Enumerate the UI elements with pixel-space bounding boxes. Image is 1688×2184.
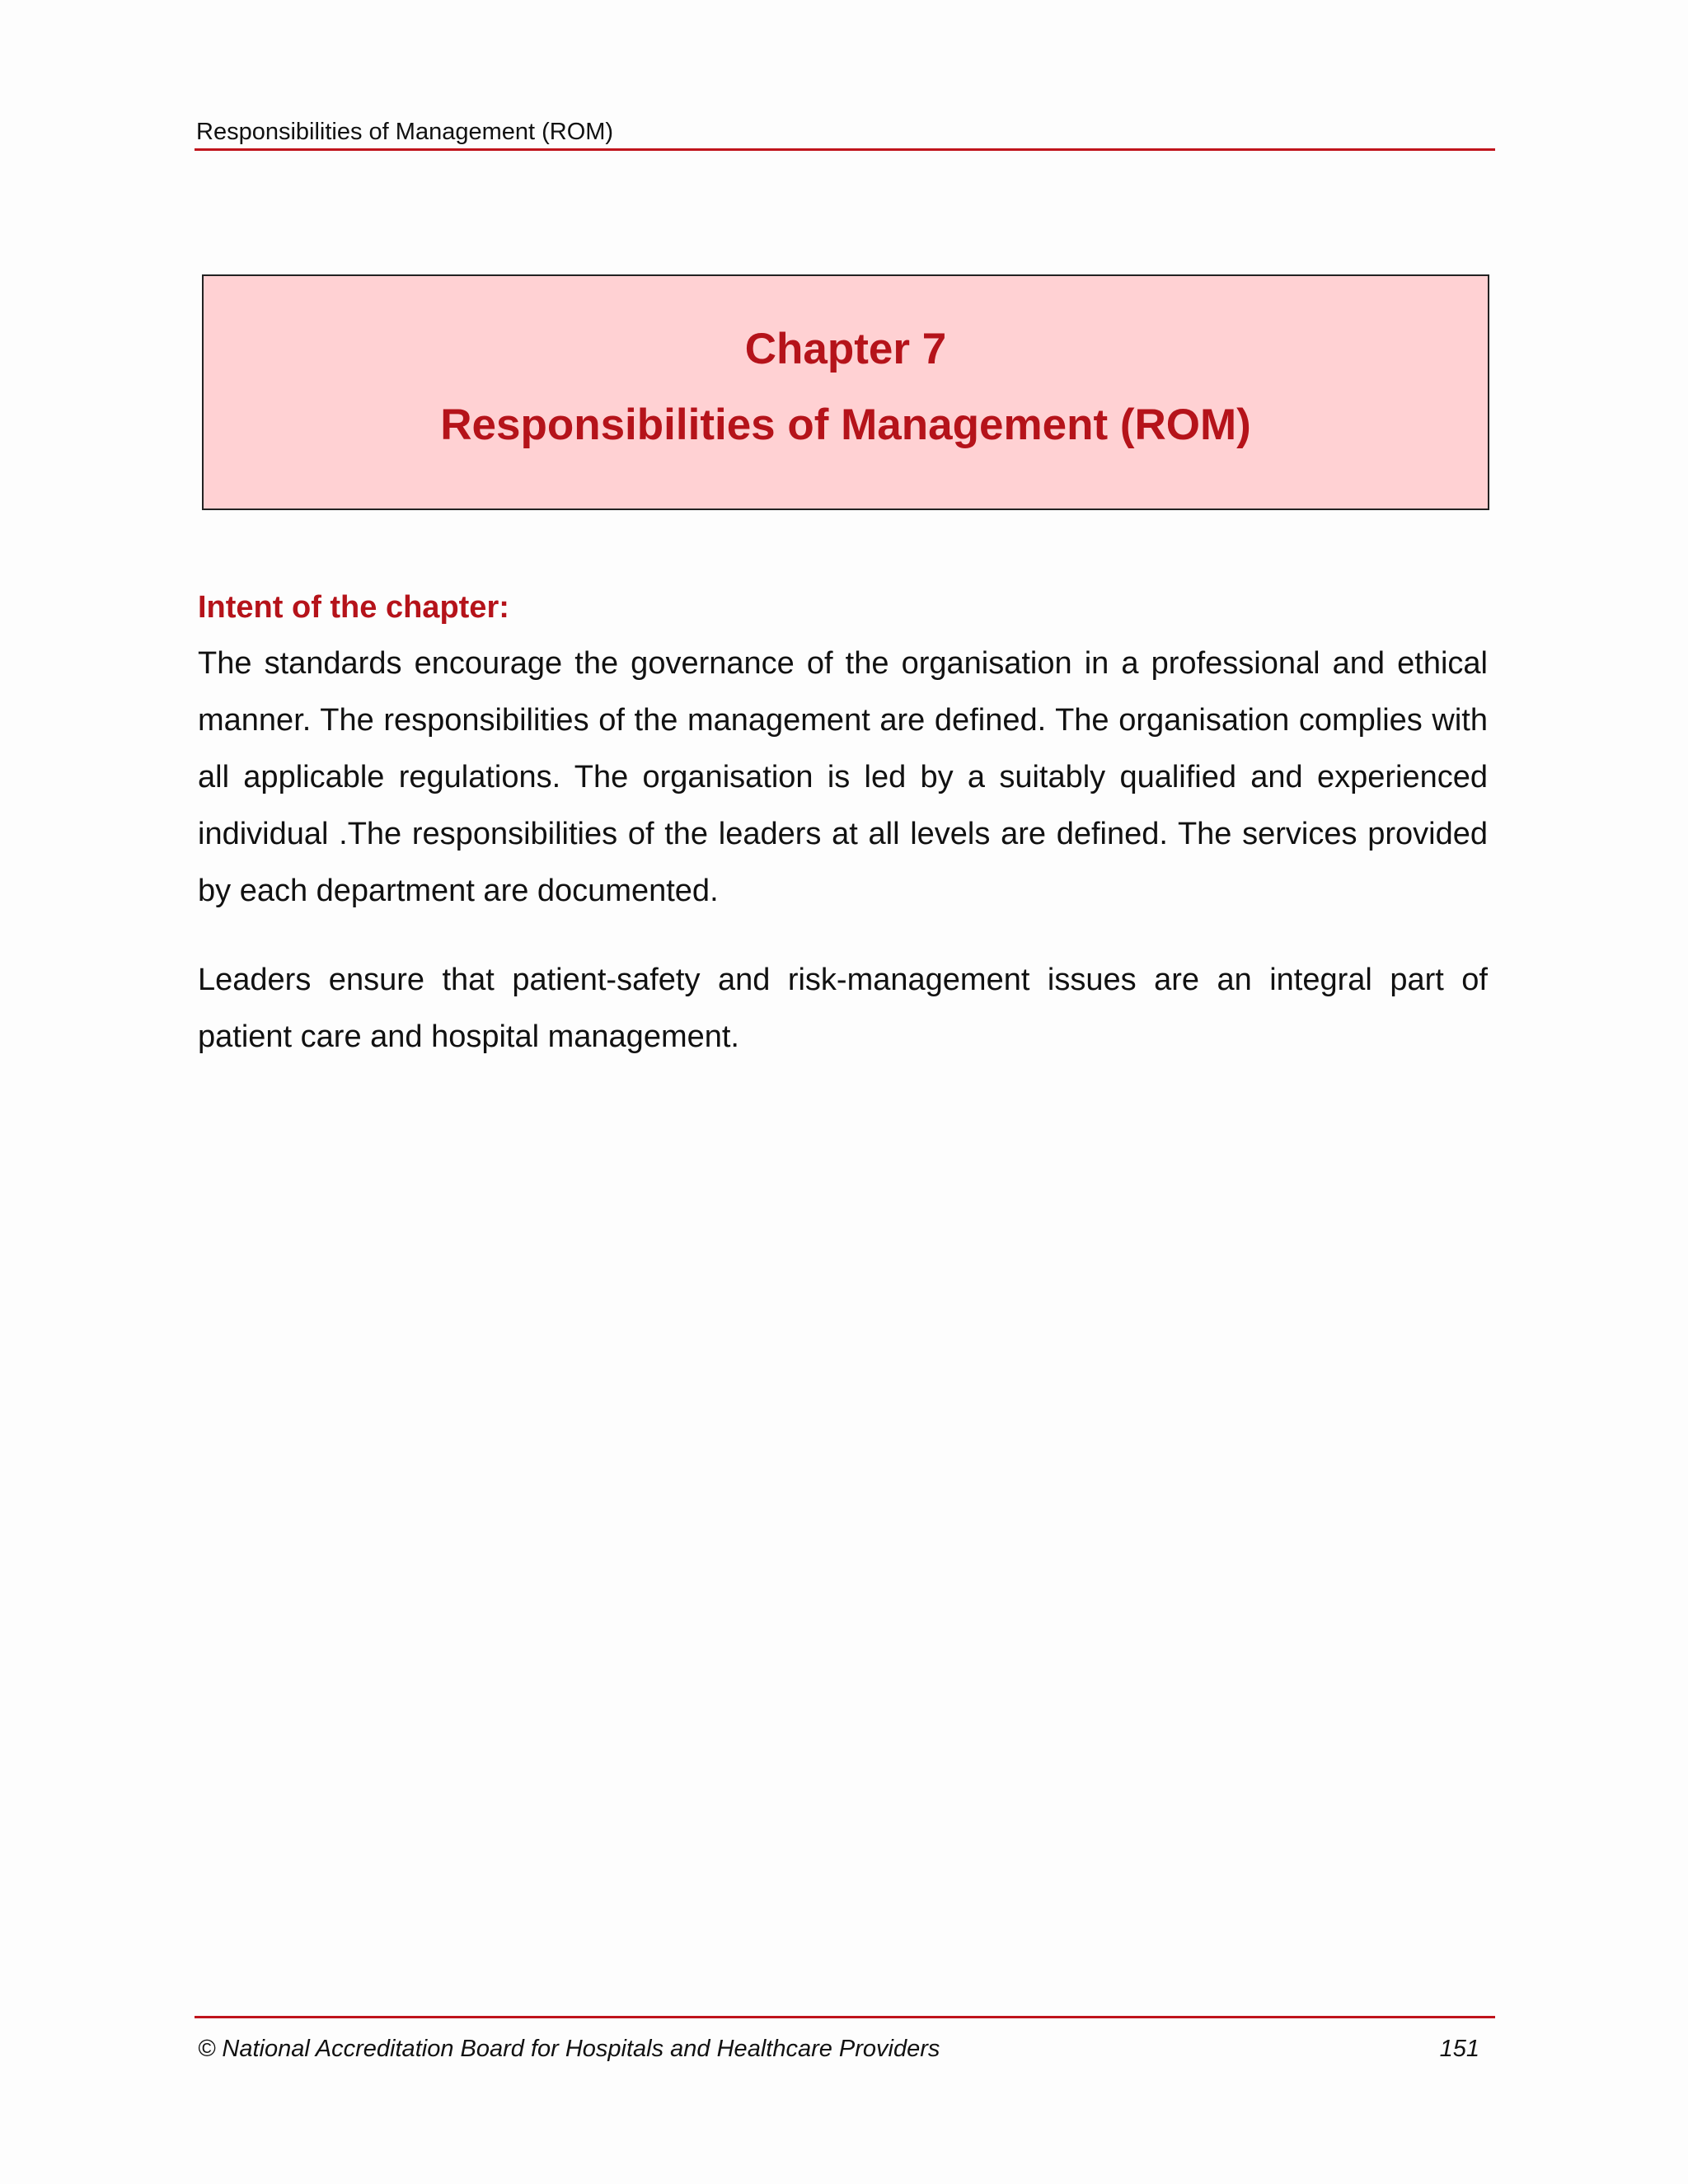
footer-divider	[195, 2016, 1495, 2018]
intent-paragraph-1: The standards encourage the governance of the organisation in a professional and ethical manner. The responsibilities of the management are defined. The organisation complies with all applicable regulations. The organisation is led by a suitably qualified and experienced individual .The responsibilities of the leaders at all levels are defined. The services provided by each department are documented.	[198, 646, 1488, 908]
chapter-title-box	[202, 274, 1489, 510]
page-number: 151	[1439, 2036, 1479, 2062]
intent-paragraph-2: Leaders ensure that patient-safety and risk-management issues are an integral part of patient care and hospital management.	[198, 963, 1488, 1054]
chapter-number: Chapter 7	[744, 325, 947, 373]
running-header-title: Responsibilities of Management (ROM)	[196, 119, 614, 145]
chapter-title: Responsibilities of Management (ROM)	[440, 401, 1251, 449]
intent-heading: Intent of the chapter:	[198, 590, 509, 625]
footer-copyright: © National Accreditation Board for Hospitals and Healthcare Providers	[198, 2036, 940, 2062]
header-divider	[195, 148, 1495, 151]
